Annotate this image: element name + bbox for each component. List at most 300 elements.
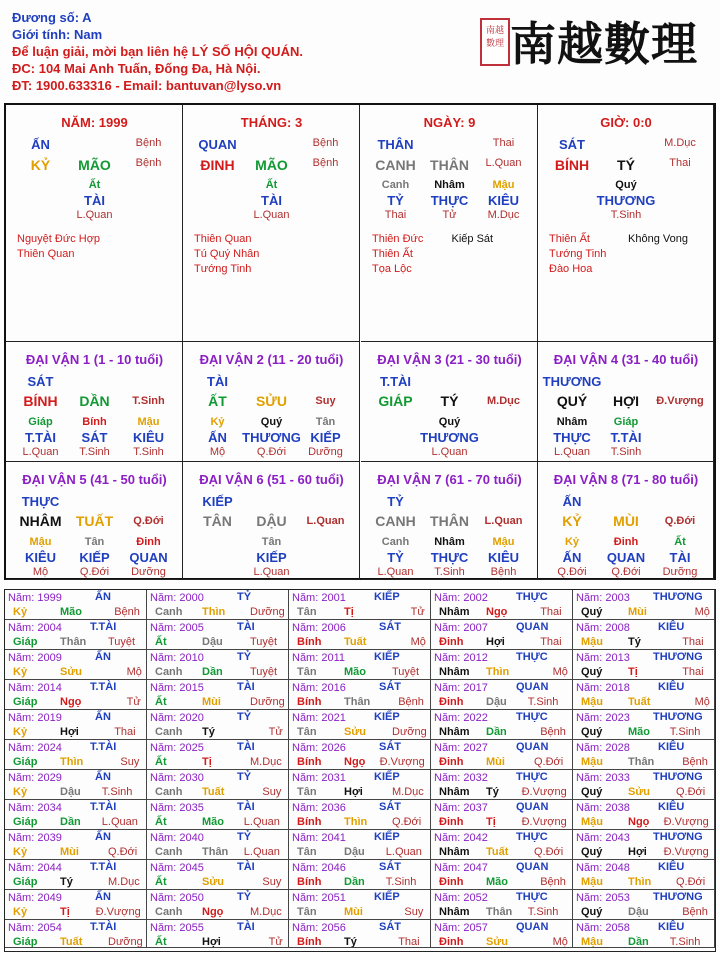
year-life-stage: Đ.Vượng — [95, 906, 141, 918]
dai-van-cell — [361, 462, 538, 580]
pillar-title: GIỜ: 0:0 — [600, 115, 652, 130]
year-label: Năm: 2042 — [434, 832, 488, 844]
dai-van-ten-god: TÀI — [207, 374, 228, 389]
year-label: Năm: 2020 — [150, 712, 204, 724]
pillar-cell — [538, 105, 714, 342]
year-ten-god: SÁT — [379, 921, 401, 933]
year-branch: Thân — [202, 846, 229, 858]
pillar-cell — [6, 105, 183, 342]
year-stem: Giáp — [13, 756, 38, 768]
year-ten-god: TÀI — [237, 921, 255, 933]
year-label: Năm: 2036 — [292, 802, 346, 814]
star-note: Đào Hoa — [549, 263, 593, 275]
year-label: Năm: 2044 — [8, 862, 62, 874]
year-stem: Bính — [297, 636, 322, 648]
hidden-ten-god: KIẾP — [256, 550, 287, 565]
year-stem: Ất — [155, 936, 167, 948]
star-note: Tú Quý Nhân — [194, 248, 260, 260]
year-label: Năm: 2040 — [150, 832, 204, 844]
year-label: Năm: 2015 — [150, 682, 204, 694]
seal-stamp — [480, 18, 510, 66]
branch-life-stage: Bệnh — [135, 157, 162, 169]
year-stem: Tân — [297, 786, 317, 798]
year-stem: Nhâm — [439, 906, 470, 918]
year-stem: Tân — [297, 846, 317, 858]
year-ten-god: T.TÀI — [90, 621, 117, 633]
year-branch: Mão — [486, 876, 508, 888]
heavenly-stem: CANH — [375, 157, 416, 173]
annual-cell — [5, 740, 147, 770]
year-label: Năm: 2038 — [576, 802, 630, 814]
dai-van-cell — [6, 342, 183, 462]
year-stem: Tân — [297, 606, 317, 618]
year-branch: Ngọ — [486, 606, 508, 618]
year-branch: Hợi — [344, 786, 363, 798]
hidden-ten-god: SÁT — [81, 430, 108, 445]
year-life-stage: M.Dục — [250, 906, 282, 918]
annual-cell — [147, 680, 289, 710]
pillar-cell — [183, 105, 360, 342]
year-life-stage: Tử — [268, 726, 283, 738]
year-stem: Tân — [297, 906, 317, 918]
year-branch: Thìn — [202, 606, 226, 618]
hidden-stem: Canh — [381, 536, 410, 548]
year-label: Năm: 2007 — [434, 622, 488, 634]
year-branch: Dậu — [344, 846, 365, 858]
year-branch: Sửu — [344, 726, 367, 738]
year-stem: Kỷ — [13, 786, 28, 798]
hidden-stem: Giáp — [613, 416, 639, 428]
header-line: ĐC: 104 Mai Anh Tuấn, Đống Đa, Hà Nội. — [12, 61, 261, 76]
year-life-stage: Tử — [126, 696, 141, 708]
year-stem: Nhâm — [439, 726, 470, 738]
year-label: Năm: 2022 — [434, 712, 488, 724]
year-label: Năm: 2013 — [576, 652, 630, 664]
hidden-ten-god: TỶ — [387, 193, 404, 208]
year-ten-god: KIẾP — [374, 771, 400, 783]
year-stem: Bính — [297, 816, 322, 828]
year-branch: Tuất — [486, 846, 509, 858]
hidden-life-stage: L.Quan — [377, 566, 414, 578]
year-ten-god: QUAN — [516, 621, 549, 633]
annual-cell — [147, 590, 289, 620]
year-ten-god: KIẾP — [374, 591, 400, 603]
year-life-stage: Bệnh — [682, 906, 708, 918]
year-branch: Dần — [202, 666, 223, 678]
hidden-ten-god: T.TÀI — [24, 430, 57, 445]
year-stem: Kỷ — [13, 606, 28, 618]
annual-cell — [147, 800, 289, 830]
hidden-ten-god: QUAN — [129, 550, 168, 565]
life-stage: Thai — [492, 137, 515, 149]
year-ten-god: ẤN — [95, 891, 111, 903]
year-ten-god: ẤN — [95, 591, 111, 603]
year-label: Năm: 2051 — [292, 892, 346, 904]
annual-cell — [5, 860, 147, 890]
year-life-stage: Tuyệt — [250, 636, 278, 648]
year-ten-god: THỰC — [516, 651, 548, 663]
hidden-stem: Kỷ — [210, 416, 225, 428]
year-label: Năm: 2006 — [292, 622, 346, 634]
year-life-stage: Q.Đới — [392, 816, 422, 828]
year-ten-god: THƯƠNG — [653, 651, 703, 663]
year-branch: Dần — [344, 876, 365, 888]
year-branch: Tị — [628, 666, 638, 678]
year-label: Năm: 2023 — [576, 712, 630, 724]
annual-cell — [5, 890, 147, 920]
annual-cell — [289, 800, 431, 830]
star-note: Tướng Tinh — [549, 248, 607, 260]
hidden-stem: Quý — [260, 416, 283, 428]
hidden-ten-god: QUAN — [606, 550, 646, 565]
annual-cell — [289, 770, 431, 800]
year-stem: Mậu — [581, 696, 603, 708]
dai-van-branch: TÝ — [440, 393, 459, 409]
year-stem: Mậu — [581, 816, 603, 828]
hidden-life-stage: Q.Đới — [256, 446, 287, 458]
year-label: Năm: 2043 — [576, 832, 630, 844]
hidden-stem: Ất — [265, 179, 278, 191]
year-stem: Nhâm — [439, 666, 470, 678]
year-label: Năm: 2030 — [150, 772, 204, 784]
hidden-ten-god: THỰC — [430, 550, 469, 565]
year-life-stage: T.Sinh — [669, 936, 701, 948]
year-ten-god: TỶ — [237, 651, 252, 663]
year-life-stage: T.Sinh — [385, 876, 417, 888]
year-branch: Ngọ — [60, 696, 82, 708]
hidden-life-stage: Bệnh — [490, 566, 517, 578]
year-stem: Kỷ — [13, 666, 28, 678]
year-label: Năm: 2048 — [576, 862, 630, 874]
hidden-life-stage: Thai — [384, 209, 407, 221]
year-stem: Canh — [155, 726, 183, 738]
hidden-life-stage: Mộ — [32, 566, 49, 578]
ten-god-stem: THÂN — [377, 137, 414, 152]
year-ten-god: TÀI — [237, 621, 255, 633]
hidden-life-stage: Dưỡng — [662, 566, 698, 578]
year-label: Năm: 2039 — [8, 832, 62, 844]
annual-cell — [147, 920, 289, 948]
year-ten-god: TỶ — [237, 891, 252, 903]
year-life-stage: M.Dục — [108, 876, 140, 888]
year-ten-god: ẤN — [95, 771, 111, 783]
year-ten-god: SÁT — [379, 741, 401, 753]
year-branch: Tý — [486, 786, 499, 798]
year-life-stage: Q.Đới — [534, 846, 564, 858]
header-line: Để luận giải, mời bạn liên hệ LÝ SỐ HỘI QUÁN. — [12, 44, 303, 59]
hidden-life-stage: L.Quan — [22, 446, 59, 458]
annual-cell — [431, 860, 573, 890]
star-note: Nguyệt Đức Hợp — [17, 233, 101, 245]
year-branch: Sửu — [202, 876, 225, 888]
year-stem: Kỷ — [13, 906, 28, 918]
year-branch: Thìn — [344, 816, 368, 828]
annual-cell — [431, 740, 573, 770]
annual-cell — [5, 680, 147, 710]
star-note: Tọa Lộc — [372, 263, 412, 275]
hidden-stem: Bính — [82, 416, 107, 428]
annual-cell — [431, 830, 573, 860]
year-ten-god: TỶ — [237, 771, 252, 783]
year-ten-god: KIẾP — [374, 651, 400, 663]
dai-van-title: ĐẠI VẬN 7 (61 - 70 tuổi) — [377, 472, 522, 487]
year-stem: Kỷ — [13, 846, 28, 858]
hidden-stem: Mậu — [492, 179, 515, 191]
annual-cell — [289, 920, 431, 948]
year-branch: Tý — [628, 636, 641, 648]
star-note: Tướng Tinh — [194, 263, 252, 275]
year-label: Năm: 2032 — [434, 772, 488, 784]
year-life-stage: Bệnh — [682, 756, 708, 768]
year-branch: Tị — [344, 606, 354, 618]
year-ten-god: THỰC — [516, 831, 548, 843]
year-ten-god: TÀI — [237, 681, 255, 693]
year-label: Năm: 2014 — [8, 682, 62, 694]
dai-van-stem: GIÁP — [378, 393, 413, 409]
hidden-stem: Canh — [381, 179, 410, 191]
star-note: Thiên Đức — [372, 233, 424, 245]
dai-van-life-stage: L.Quan — [306, 515, 345, 527]
annual-cell — [573, 830, 715, 860]
year-stem: Ất — [155, 696, 167, 708]
year-stem: Quý — [581, 726, 603, 738]
life-stage: Bệnh — [135, 137, 162, 149]
year-label: Năm: 2041 — [292, 832, 346, 844]
dai-van-cell — [361, 342, 538, 462]
year-stem: Nhâm — [439, 846, 470, 858]
year-branch: Mão — [202, 816, 224, 828]
year-stem: Đinh — [439, 876, 464, 888]
ten-god-stem: ẤN — [31, 137, 50, 152]
year-label: Năm: 2056 — [292, 922, 346, 934]
year-life-stage: Bệnh — [398, 696, 424, 708]
dai-van-title: ĐẠI VẬN 6 (51 - 60 tuổi) — [199, 472, 344, 487]
year-stem: Tân — [297, 666, 317, 678]
annual-cell — [5, 920, 147, 948]
annual-cell — [5, 770, 147, 800]
hidden-life-stage: Q.Đới — [611, 566, 641, 578]
earthly-branch: MÃO — [255, 157, 288, 173]
year-ten-god: THƯƠNG — [653, 891, 703, 903]
year-ten-god: TÀI — [237, 861, 255, 873]
year-life-stage: Tử — [410, 606, 425, 618]
annual-cell — [289, 740, 431, 770]
pillar-title: THÁNG: 3 — [240, 115, 303, 130]
year-stem: Tân — [297, 726, 317, 738]
year-branch: Thân — [628, 756, 655, 768]
year-branch: Dần — [60, 816, 81, 828]
year-life-stage: Q.Đới — [108, 846, 138, 858]
year-stem: Giáp — [13, 696, 38, 708]
hidden-ten-god: THƯƠNG — [596, 193, 656, 208]
annual-cell — [431, 680, 573, 710]
year-life-stage: Q.Đới — [676, 876, 706, 888]
year-stem: Ất — [155, 756, 167, 768]
annual-cell — [147, 860, 289, 890]
year-life-stage: Mộ — [552, 666, 568, 678]
hidden-ten-god: KIÊU — [487, 193, 520, 208]
annual-cell — [573, 620, 715, 650]
annual-cell — [5, 590, 147, 620]
dai-van-life-stage: Suy — [315, 395, 336, 407]
dai-van-life-stage: Q.Đới — [133, 515, 164, 527]
dai-van-life-stage: L.Quan — [484, 515, 523, 527]
year-branch: Tuất — [344, 636, 367, 648]
year-life-stage: Suy — [262, 786, 282, 798]
year-stem: Quý — [581, 666, 603, 678]
year-stem: Ất — [155, 636, 167, 648]
annual-cell — [431, 890, 573, 920]
header-line: Đương số: A — [12, 10, 92, 25]
brand-logo: 南越數理 — [510, 17, 698, 71]
annual-cell — [573, 680, 715, 710]
year-stem: Quý — [581, 786, 603, 798]
year-stem: Giáp — [13, 816, 38, 828]
annual-cell — [573, 650, 715, 680]
year-branch: Dậu — [628, 906, 649, 918]
year-branch: Sửu — [628, 786, 651, 798]
year-stem: Ất — [155, 876, 167, 888]
hidden-stem: Nhâm — [434, 179, 465, 191]
hidden-stem: Tân — [261, 536, 282, 548]
year-label: Năm: 2000 — [150, 592, 204, 604]
hidden-life-stage: T.Sinh — [79, 446, 110, 458]
hidden-stem: Mậu — [29, 536, 52, 548]
dai-van-life-stage: T.Sinh — [132, 395, 165, 407]
year-branch: Mão — [60, 606, 82, 618]
year-branch: Tuất — [628, 696, 651, 708]
year-life-stage: L.Quan — [243, 846, 280, 858]
year-branch: Tị — [202, 756, 212, 768]
year-life-stage: Bệnh — [540, 876, 566, 888]
year-branch: Tý — [344, 936, 357, 948]
year-branch: Tị — [486, 816, 496, 828]
hidden-stem: Ất — [88, 179, 101, 191]
annual-cell — [289, 650, 431, 680]
annual-cell — [573, 770, 715, 800]
year-branch: Hợi — [486, 636, 505, 648]
dai-van-cell — [538, 462, 714, 580]
year-life-stage: Dưỡng — [250, 606, 285, 618]
annual-cell — [147, 890, 289, 920]
dai-van-ten-god: TỶ — [387, 494, 404, 509]
year-ten-god: THƯƠNG — [653, 591, 703, 603]
year-branch: Thìn — [486, 666, 510, 678]
year-life-stage: Mộ — [552, 936, 568, 948]
year-life-stage: Đ.Vượng — [521, 816, 567, 828]
year-ten-god: THƯƠNG — [653, 771, 703, 783]
star-note: Thiên Quan — [194, 233, 252, 245]
annual-cell — [147, 770, 289, 800]
year-ten-god: THỰC — [516, 591, 548, 603]
year-label: Năm: 2035 — [150, 802, 204, 814]
year-label: Năm: 2033 — [576, 772, 630, 784]
year-ten-god: TÀI — [237, 801, 255, 813]
year-ten-god: ẤN — [95, 651, 111, 663]
year-branch: Ngọ — [628, 816, 650, 828]
star-note: Thiên Ất — [372, 248, 413, 260]
earthly-branch: MÃO — [78, 157, 111, 173]
annual-cell — [573, 890, 715, 920]
annual-cell — [573, 590, 715, 620]
year-ten-god: KIÊU — [658, 681, 685, 693]
year-ten-god: ẤN — [95, 831, 111, 843]
year-life-stage: Tuyệt — [108, 636, 136, 648]
year-label: Năm: 2049 — [8, 892, 62, 904]
year-ten-god: THỰC — [516, 891, 548, 903]
year-stem: Bính — [297, 936, 322, 948]
hidden-ten-god: TÀI — [261, 193, 282, 208]
year-branch: Thìn — [60, 756, 84, 768]
annual-cell — [147, 620, 289, 650]
annual-cell — [5, 650, 147, 680]
year-life-stage: Q.Đới — [676, 786, 706, 798]
year-life-stage: M.Dục — [250, 756, 282, 768]
star-note: Thiên Ất — [549, 233, 590, 245]
year-life-stage: Đ.Vượng — [521, 786, 567, 798]
hidden-ten-god: KIÊU — [24, 550, 57, 565]
year-life-stage: L.Quan — [243, 816, 280, 828]
year-branch: Ngọ — [344, 756, 366, 768]
hidden-stem: Quý — [615, 179, 637, 191]
year-ten-god: T.TÀI — [90, 921, 117, 933]
year-label: Năm: 2028 — [576, 742, 630, 754]
hidden-life-stage: L.Quan — [253, 209, 290, 221]
year-life-stage: Mộ — [694, 696, 710, 708]
dai-van-cell — [6, 462, 183, 580]
year-label: Năm: 2016 — [292, 682, 346, 694]
year-ten-god: ẤN — [95, 711, 111, 723]
year-life-stage: Mộ — [694, 606, 710, 618]
dai-van-stem: TÂN — [203, 513, 232, 529]
annual-cell — [289, 860, 431, 890]
dai-van-stem: BÍNH — [23, 393, 58, 409]
year-life-stage: T.Sinh — [669, 726, 701, 738]
dai-van-cell — [183, 462, 360, 580]
year-branch: Thân — [60, 636, 87, 648]
annual-cell — [5, 830, 147, 860]
dai-van-stem: QUÝ — [556, 393, 588, 409]
year-stem: Đinh — [439, 696, 464, 708]
hidden-ten-god: THƯƠNG — [420, 430, 479, 445]
year-label: Năm: 2010 — [150, 652, 204, 664]
annual-cell — [289, 710, 431, 740]
year-branch: Mão — [628, 726, 650, 738]
year-label: Năm: 2057 — [434, 922, 488, 934]
year-ten-god: QUAN — [516, 741, 549, 753]
year-branch: Dậu — [486, 696, 507, 708]
hidden-life-stage: T.Sinh — [133, 446, 164, 458]
annual-cell — [147, 650, 289, 680]
year-branch: Mùi — [344, 906, 363, 918]
annual-cell — [573, 740, 715, 770]
year-branch: Tuất — [202, 786, 225, 798]
year-life-stage: Tử — [268, 936, 283, 948]
annual-cell — [147, 740, 289, 770]
year-ten-god: THƯƠNG — [653, 711, 703, 723]
earthly-branch: THÂN — [430, 157, 469, 173]
dai-van-branch: THÂN — [430, 513, 469, 529]
year-branch: Dần — [486, 726, 507, 738]
year-branch: Mùi — [202, 696, 221, 708]
year-ten-god: T.TÀI — [90, 801, 117, 813]
dai-van-title: ĐẠI VẬN 2 (11 - 20 tuổi) — [199, 352, 344, 367]
dai-van-stem: NHÂM — [19, 513, 62, 529]
year-label: Năm: 2008 — [576, 622, 630, 634]
year-ten-god: T.TÀI — [90, 861, 117, 873]
year-label: Năm: 2031 — [292, 772, 346, 784]
year-stem: Giáp — [13, 936, 38, 948]
